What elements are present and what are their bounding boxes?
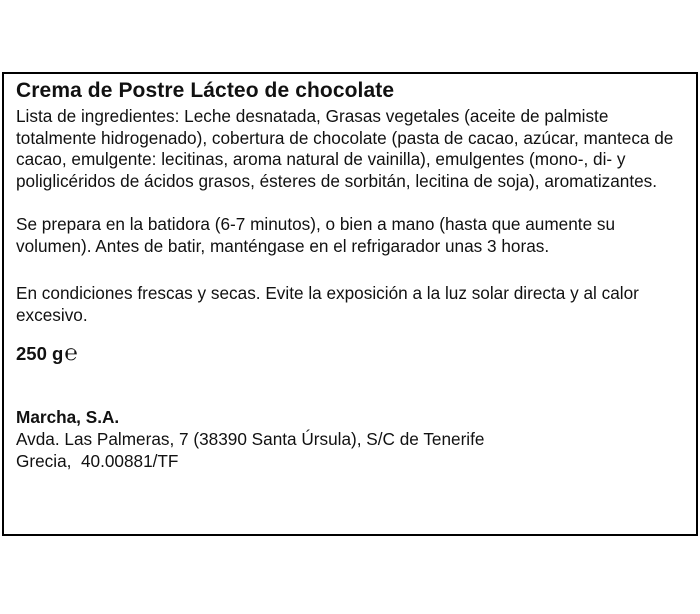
product-title: Crema de Postre Lácteo de chocolate	[16, 79, 395, 102]
label-content	[16, 78, 690, 472]
preparation-instructions: Se prepara en la batidora (6-7 minutos), o bien a mano (hasta que aumente su volumen). Antes de batir, manténgase en el refrigarador unas 3 horas.	[16, 214, 616, 256]
product-label	[2, 72, 698, 536]
manufacturer-name: Marcha, S.A.	[16, 407, 120, 427]
ingredients-list: Lista de ingredientes: Leche desnatada, Grasas vegetales (aceite de palmiste totalmente hidrogenado), cobertura de chocolate (pasta de cacao, azúcar, manteca de cacao, emulgente: lecitinas, aroma natural de vainilla), emulgentes (mono-, di- y poliglicéridos de ácidos grasos, ésteres de sorbitán, lecitina de soja), aromatizantes.	[16, 106, 674, 191]
net-weight-value: 250 g	[16, 343, 64, 364]
net-weight	[16, 342, 690, 366]
estimated-sign-icon: ℮	[64, 341, 78, 366]
storage-instructions: En condiciones frescas y secas. Evite la exposición a la luz solar directa y al calor excesivo.	[16, 283, 639, 325]
manufacturer-address: Avda. Las Palmeras, 7 (38390 Santa Úrsula), S/C de Tenerife	[16, 429, 485, 449]
registry-number: Grecia, 40.00881/TF	[16, 451, 179, 471]
